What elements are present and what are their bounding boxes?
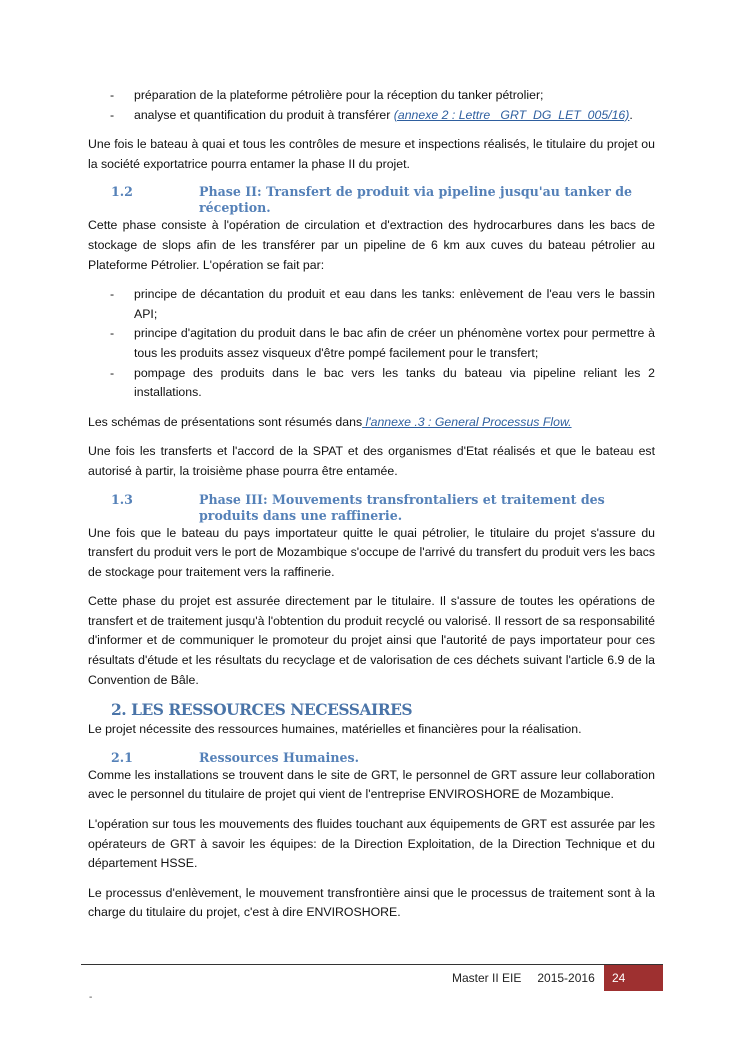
- section-number: 1.3: [111, 491, 133, 507]
- paragraph: L'opération sur tous les mouvements des fluides touchant aux équipements de GRT est assurée par les opérateurs de GRT à savoir les équipes: de la Direction Exploitation, de la Direction Technique et du département HSSE.: [88, 817, 655, 871]
- footer-program: Master II EIE: [452, 971, 522, 985]
- footer-divider: [81, 964, 663, 965]
- paragraph: Le processus d'enlèvement, le mouvement transfrontière ainsi que le processus de traitement sont à la charge du titulaire du projet, c'est à dire ENVIROSHORE.: [88, 885, 655, 920]
- section-heading-1-3: [111, 492, 655, 524]
- dash-bullet: -: [110, 326, 115, 341]
- paragraph: Cette phase du projet est assurée directement par le titulaire. Il s'assure de toutes les opérations de transfert et de traitement jusqu'à l'obtention du produit recyclé ou valorisé. Il ressort de sa responsabilité d'informer et de communiquer le promoteur du projet ainsi que l'autorité de pays importateur pour ces résultats d'étude et les résultats du recyclage et de valorisation de ces déchets suivant l'article 6.9 de la Convention de Bâle.: [88, 594, 655, 687]
- list-item: - analyse et quantification du produit à transférer (annexe 2 : Lettre_ GRT_DG_LET_005/16).: [88, 106, 655, 126]
- dash-bullet: -: [110, 107, 115, 122]
- list-item: - préparation de la plateforme pétrolière pour la réception du tanker pétrolier;: [88, 86, 655, 106]
- page-content: [88, 86, 655, 923]
- section-title: Ressources Humaines.: [199, 749, 359, 765]
- paragraph: Le projet nécessite des ressources humaines, matérielles et financières pour la réalisation.: [88, 722, 582, 737]
- paragraph: Les schémas de présentations sont résumés dans l'annexe .3 : General Processus Flow.: [88, 414, 572, 429]
- section-heading-2-1: [111, 750, 655, 766]
- section-title: Phase II: Transfert de produit via pipeline jusqu'au tanker de réception.: [199, 184, 633, 216]
- annexe-2-link[interactable]: (annexe 2 : Lettre_ GRT_DG_LET_005/16): [393, 107, 630, 122]
- stray-mark: -: [89, 992, 93, 1003]
- section-number: 1.2: [111, 184, 133, 200]
- list-item: - principe d'agitation du produit dans le bac afin de créer un phénomène vortex pour permettre à tous les produits assez visqueux d'être pompé facilement pour le transfert;: [110, 326, 655, 360]
- top-bullet-list: [88, 86, 655, 125]
- dash-bullet: -: [110, 287, 115, 302]
- footer-years: 2015-2016: [537, 971, 595, 985]
- paragraph: Une fois le bateau à quai et tous les contrôles de mesure et inspections réalisés, le titulaire du projet ou la société exportatrice pourra entamer la phase II du projet.: [88, 137, 655, 171]
- annexe-3-link[interactable]: l'annexe .3 : General Processus Flow.: [362, 414, 572, 429]
- section-heading-1-2: [111, 184, 655, 216]
- paragraph: Une fois les transferts et l'accord de la SPAT et des organismes d'Etat réalisés et que le bateau est autorisé à partir, la troisième phase pourra être entamée.: [88, 444, 655, 478]
- dash-bullet: -: [110, 365, 115, 380]
- phase2-bullet-list: [88, 285, 655, 403]
- footer-label: [452, 970, 595, 986]
- section-number: 2.1: [111, 749, 133, 765]
- paragraph: Cette phase consiste à l'opération de circulation et d'extraction des hydrocarbures dans les bacs de stockage de slops afin de les transférer par un pipeline de 6 km aux cuves du bateau pétrolier au Plateforme Pétrolier. L'opération se fait par:: [88, 218, 655, 272]
- section-heading-2: 2. LES RESSOURCES NECESSAIRES: [111, 700, 413, 720]
- paragraph: Comme les installations se trouvent dans le site de GRT, le personnel de GRT assure leur collaboration avec le personnel du titulaire de projet qui vient de l'entreprise ENVIROSHORE de Mozambique.: [88, 767, 655, 802]
- section-title: Phase III: Mouvements transfrontaliers et traitement des produits dans une raffinerie.: [199, 491, 605, 523]
- dash-bullet: -: [110, 88, 115, 102]
- page-number-badge: 24: [604, 965, 663, 991]
- list-item: - pompage des produits dans le bac vers les tanks du bateau via pipeline reliant les 2 installations.: [110, 365, 655, 400]
- list-item: - principe de décantation du produit et eau dans les tanks: enlèvement de l'eau vers le bassin API;: [110, 287, 655, 321]
- paragraph: Une fois que le bateau du pays importateur quitte le quai pétrolier, le titulaire du projet s'assure du transfert du produit vers le port de Mozambique s'occupe de l'arrivé du transfert du produit vers les bacs de stockage pour traitement vers la raffinerie.: [88, 525, 655, 579]
